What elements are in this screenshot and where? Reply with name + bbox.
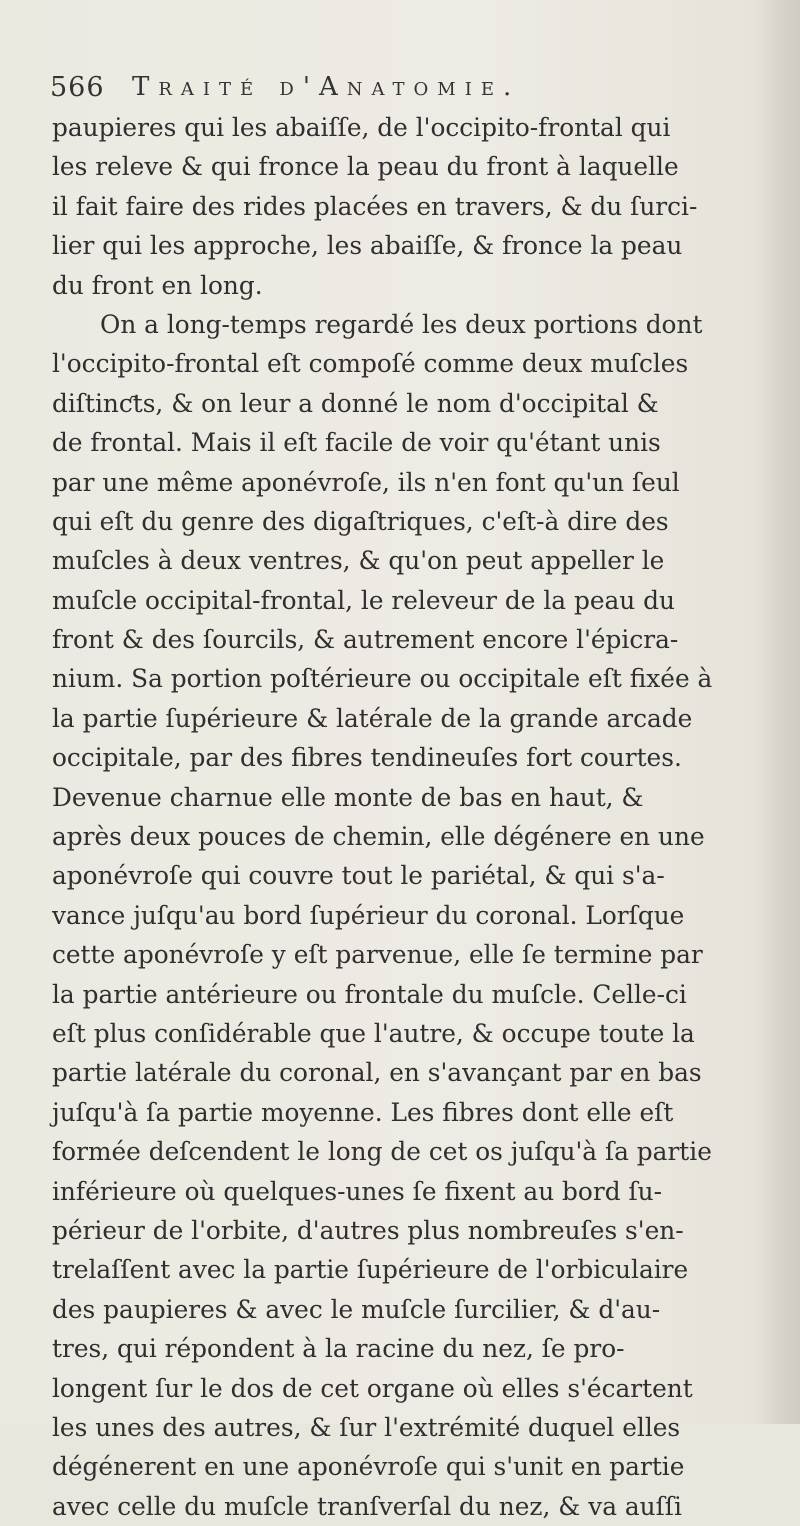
page-number: 566 [50, 72, 105, 103]
text-line: Devenue charnue elle monte de bas en haut, & [52, 782, 644, 812]
running-header [50, 72, 750, 112]
text-line: occipitale, par des fibres tendineuſes fort courtes. [52, 743, 682, 773]
page-edge-shadow [760, 0, 800, 1424]
text-line: paupieres qui les abaiſſe, de l'occipito-frontal qui [52, 113, 671, 142]
text-line: par une même aponévroſe, ils n'en font qu'un ſeul [52, 467, 680, 497]
text-line: lier qui les approche, les abaiſſe, & fronce la peau [52, 231, 683, 261]
text-line: du front en long. [52, 270, 263, 300]
text-line: longent ſur le dos de cet organe où elles s'écartent [52, 1373, 693, 1403]
running-title: Traité d'Anatomie. [132, 72, 521, 102]
text-line: l'occipito-frontal eſt compoſé comme deux muſcles [52, 349, 689, 379]
text-line: de frontal. Mais il eſt facile de voir qu'étant unis [52, 428, 661, 458]
text-line: muſcles à deux ventres, & qu'on peut appeller le [52, 546, 665, 576]
text-line: tres, qui répondent à la racine du nez, ſe pro- [52, 1334, 625, 1364]
text-line: inférieure où quelques-unes ſe fixent au bord ſu- [52, 1176, 662, 1206]
body-text [52, 108, 752, 1526]
text-line: qui eſt du genre des digaſtriques, c'eſt-à dire des [52, 506, 669, 536]
text-line: cette aponévroſe y eſt parvenue, elle ſe termine par [52, 940, 703, 970]
text-line: aponévroſe qui couvre tout le pariétal, & qui s'a- [52, 861, 665, 891]
text-line: les unes des autres, & ſur l'extrémité duquel elles [52, 1412, 681, 1442]
text-line: trelaſſent avec la partie ſupérieure de l'orbiculaire [52, 1255, 689, 1285]
text-line: périeur de l'orbite, d'autres plus nombreuſes s'en- [52, 1215, 684, 1245]
text-line: la partie ſupérieure & latérale de la grande arcade [52, 703, 693, 733]
text-line: dégénerent en une aponévroſe qui s'unit en partie [52, 1452, 685, 1482]
text-line: front & des ſourcils, & autrement encore l'épicra- [52, 625, 679, 655]
text-line: il fait faire des rides placées en travers, & du ſurci- [52, 191, 698, 221]
text-line: partie latérale du coronal, en s'avançant par en bas [52, 1058, 702, 1088]
text-line: diſtinƈts, & on leur a donné le nom d'occipital & [52, 388, 659, 418]
text-line: formée deſcendent le long de cet os juſqu'à ſa partie [52, 1137, 712, 1167]
text-line: après deux pouces de chemin, elle dégénere en une [52, 822, 705, 852]
text-line: On a long-temps regardé les deux portions dont [100, 309, 703, 339]
text-line: les releve & qui fronce la peau du front à laquelle [52, 152, 679, 182]
text-line: vance juſqu'au bord ſupérieur du coronal. Lorſque [52, 900, 685, 930]
text-line: la partie antérieure ou frontale du muſcle. Celle-ci [52, 979, 687, 1009]
text-line: avec celle du muſcle tranſverſal du nez, & va auſſi [52, 1491, 682, 1521]
text-line: eſt plus conſidérable que l'autre, & occupe toute la [52, 1018, 695, 1048]
text-line: muſcle occipital-frontal, le releveur de la peau du [52, 585, 675, 615]
text-line: nium. Sa portion poſtérieure ou occipitale eſt fixée à [52, 664, 713, 694]
text-line: des paupieres & avec le muſcle ſurcilier, & d'au- [52, 1294, 661, 1324]
text-line: juſqu'à ſa partie moyenne. Les fibres dont elle eſt [52, 1097, 674, 1127]
